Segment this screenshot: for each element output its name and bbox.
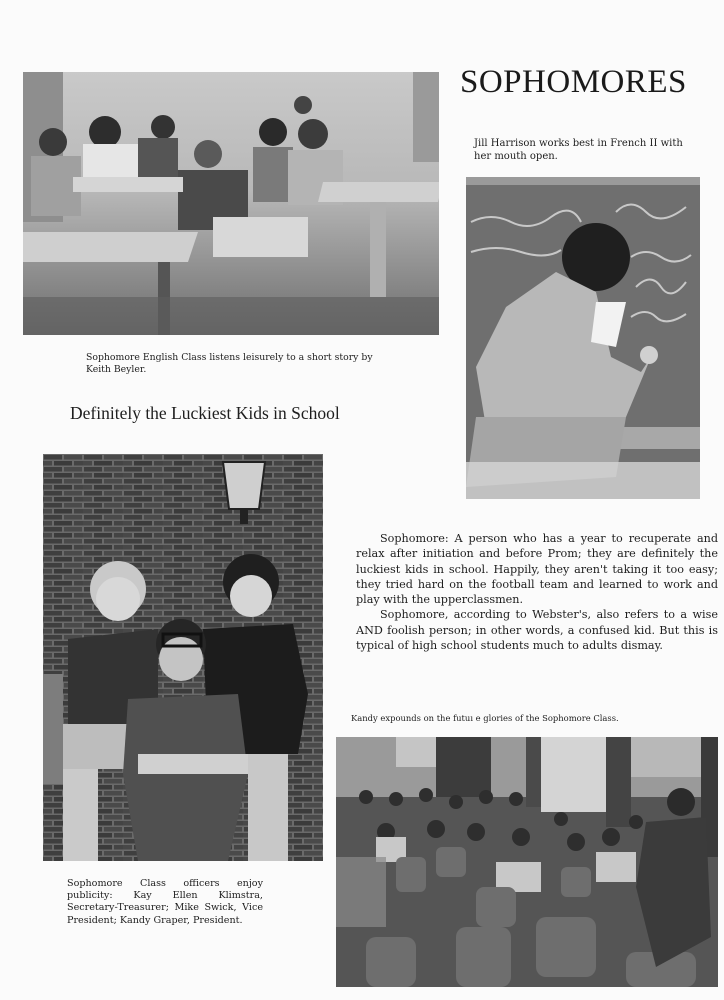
page-subtitle: Definitely the Luckiest Kids in School bbox=[70, 403, 340, 423]
caption-assembly: Kandy expounds on the futuı e glories of the Sophomore Class. bbox=[351, 713, 619, 723]
body-paragraph: Sophomore: A person who has a year to recuperate and relax after initiation and before Prom; they are definitely the luckiest kids in school. Happily, they aren't taking it too easy; they tried hard on the football team and learned to work and play with the upperclassmen. bbox=[356, 532, 718, 607]
photo-class-officers bbox=[43, 454, 323, 861]
page-title: SOPHOMORES bbox=[460, 64, 687, 100]
caption-english-class: Sophomore English Class listens leisurely to a short story by Keith Beyler. bbox=[86, 352, 373, 375]
class-officers-image bbox=[43, 454, 323, 861]
body-paragraph: Sophomore, according to Webster's, also refers to a wise AND foolish person; in other words, a confused kid. But this is typical of high school students much to adults dismay. bbox=[356, 608, 718, 653]
english-class-image bbox=[23, 72, 439, 335]
caption-class-officers: Sophomore Class officers enjoy publicity: Kay Ellen Klimstra, Secretary-Treasurer; Mike Swick, Vice President; Kandy Graper, President. bbox=[67, 878, 263, 926]
body-text bbox=[356, 531, 718, 653]
french-class-image bbox=[466, 177, 700, 499]
photo-assembly bbox=[336, 737, 718, 987]
photo-french-class bbox=[466, 177, 700, 499]
photo-english-class bbox=[23, 72, 439, 335]
assembly-image bbox=[336, 737, 718, 987]
caption-french-class: Jill Harrison works best in French II with her mouth open. bbox=[474, 138, 683, 162]
